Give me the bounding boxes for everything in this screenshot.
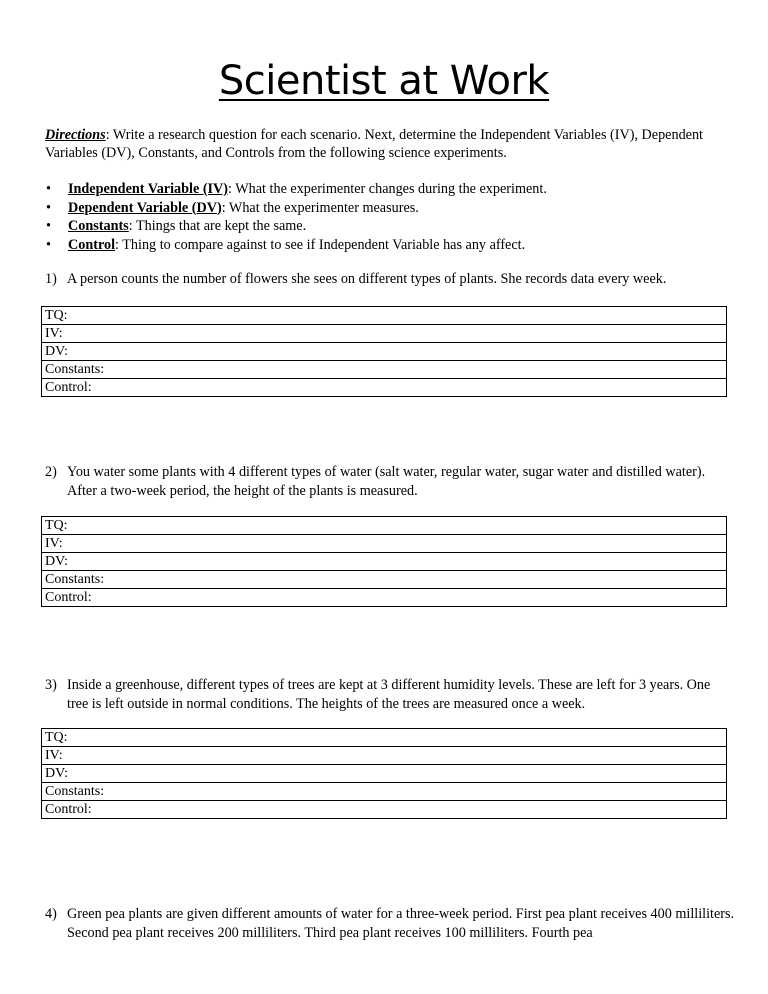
definition-term: Independent Variable (IV) [68, 181, 229, 197]
question-text: Green pea plants are given different amounts of water for a three-week period. First pea plant receives 400 milliliters. Second pea plant receives 200 milliliters. Third pea plant receives 100 milliliters. Fourth pea [67, 906, 735, 941]
answer-field-constants[interactable]: Constants: [42, 361, 727, 379]
definition-text: : Thing to compare against to see if Independent Variable has any affect. [115, 236, 526, 253]
question-number: 3) [45, 677, 57, 693]
answer-field-iv[interactable]: IV: [42, 535, 727, 553]
question-1 [45, 270, 735, 289]
answer-field-iv[interactable]: IV: [42, 325, 727, 343]
answer-table-1 [41, 306, 727, 397]
definition-text: : Things that are kept the same. [128, 218, 307, 234]
bullet-icon: • [46, 236, 51, 253]
question-2 [45, 463, 735, 501]
question-number: 4) [45, 906, 57, 922]
question-text: A person counts the number of flowers she sees on different types of plants. She records data every week. [67, 271, 667, 287]
definition-term: Dependent Variable (DV) [68, 199, 222, 216]
question-number: 2) [45, 464, 57, 480]
question-4 [45, 905, 735, 943]
answer-field-dv[interactable]: DV: [42, 765, 727, 783]
answer-field-tq[interactable]: TQ: [42, 517, 727, 535]
directions [45, 126, 735, 162]
definition-text: : What the experimenter changes during the experiment. [228, 181, 547, 197]
answer-table-3 [41, 728, 727, 819]
bullet-icon: • [46, 199, 51, 216]
answer-field-control[interactable]: Control: [42, 379, 727, 397]
definition-item [45, 199, 735, 218]
definition-term: Control [68, 236, 116, 253]
bullet-icon: • [46, 181, 51, 197]
definition-item [45, 236, 735, 255]
answer-field-tq[interactable]: TQ: [42, 729, 727, 747]
answer-field-iv[interactable]: IV: [42, 747, 727, 765]
definition-item [45, 180, 735, 199]
question-number: 1) [45, 271, 57, 287]
definition-term: Constants [68, 218, 129, 234]
question-text: You water some plants with 4 different types of water (salt water, regular water, sugar water and distilled water). After a two-week period, the height of the plants is measured. [67, 464, 706, 499]
answer-field-control[interactable]: Control: [42, 801, 727, 819]
definition-text: : What the experimenter measures. [221, 199, 419, 216]
definitions-list [45, 180, 735, 254]
answer-field-dv[interactable]: DV: [42, 343, 727, 361]
question-text: Inside a greenhouse, different types of trees are kept at 3 different humidity levels. These are left for 3 years. One tree is left outside in normal conditions. The heights of the trees are measured once a week. [67, 677, 711, 712]
bullet-icon: • [46, 218, 51, 234]
definition-item [45, 217, 735, 236]
answer-field-tq[interactable]: TQ: [42, 307, 727, 325]
answer-table-2 [41, 516, 727, 607]
page-title: Scientist at Work [218, 58, 550, 104]
directions-text: : Write a research question for each scenario. Next, determine the Independent Variables (IV), Dependent Variables (DV), Constants, and Controls from the following science experiments. [45, 127, 703, 161]
directions-label: Directions [45, 127, 106, 143]
question-3 [45, 676, 735, 714]
answer-field-dv[interactable]: DV: [42, 553, 727, 571]
answer-field-constants[interactable]: Constants: [42, 783, 727, 801]
answer-field-constants[interactable]: Constants: [42, 571, 727, 589]
answer-field-control[interactable]: Control: [42, 589, 727, 607]
